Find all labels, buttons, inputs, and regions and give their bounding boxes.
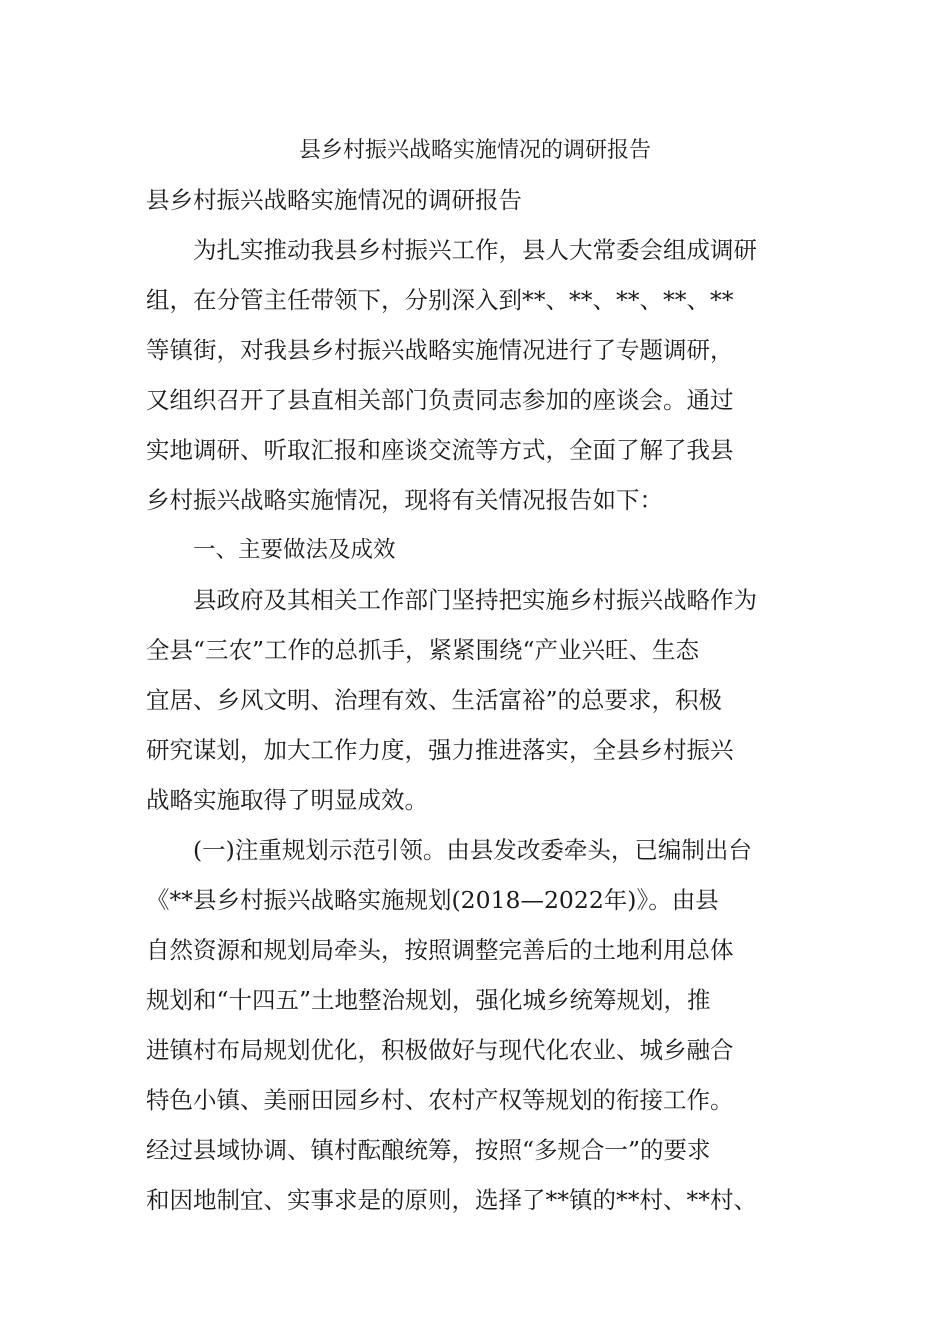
paragraph-line: 县政府及其相关工作部门坚持把实施乡村振兴战略作为 xyxy=(193,586,757,614)
paragraph-line: 特色小镇、美丽田园乡村、农村产权等规划的衔接工作。 xyxy=(146,1086,734,1114)
paragraph-line: 研究谋划，加大工作力度，强力推进落实，全县乡村振兴 xyxy=(146,736,734,764)
paragraph-line: 和因地制宜、实事求是的原则，选择了**镇的**村、**村、 xyxy=(146,1186,757,1214)
document-title: 县乡村振兴战略实施情况的调研报告 xyxy=(298,138,651,163)
paragraph-line: 规划和“十四五”土地整治规划，强化城乡统筹规划，推 xyxy=(146,986,711,1014)
paragraph-line: 宜居、乡风文明、治理有效、生活富裕”的总要求，积极 xyxy=(146,686,723,714)
paragraph-line: 为扎实推动我县乡村振兴工作，县人大常委会组成调研 xyxy=(193,236,757,264)
paragraph-line: 经过县域协调、镇村酝酿统筹，按照“多规合一”的要求 xyxy=(146,1136,711,1164)
report-subtitle: 县乡村振兴战略实施情况的调研报告 xyxy=(146,186,522,214)
paragraph-line: 战略实施取得了明显成效。 xyxy=(146,786,428,814)
section-heading: 一、主要做法及成效 xyxy=(193,537,396,563)
paragraph-line: 全县“三农”工作的总抓手，紧紧围绕“产业兴旺、生态 xyxy=(146,636,700,664)
paragraph-line: 等镇街，对我县乡村振兴战略实施情况进行了专题调研， xyxy=(146,336,734,364)
paragraph-line: 实地调研、听取汇报和座谈交流等方式，全面了解了我县 xyxy=(146,436,734,464)
paragraph-line: (一)注重规划示范引领。由县发改委牵头，已编制出台 xyxy=(193,836,752,864)
paragraph-line: 进镇村布局规划优化，积极做好与现代化农业、城乡融合 xyxy=(146,1036,734,1064)
paragraph-line: 《**县乡村振兴战略实施规划(2018—2022年)》。由县 xyxy=(146,886,719,914)
paragraph-line: 自然资源和规划局牵头，按照调整完善后的土地利用总体 xyxy=(146,936,734,964)
document-body xyxy=(146,181,806,1231)
paragraph-line: 组，在分管主任带领下，分别深入到**、**、**、**、** xyxy=(146,286,734,314)
paragraph-line: 乡村振兴战略实施情况，现将有关情况报告如下： xyxy=(146,486,663,514)
paragraph-line: 又组织召开了县直相关部门负责同志参加的座谈会。通过 xyxy=(146,386,734,414)
